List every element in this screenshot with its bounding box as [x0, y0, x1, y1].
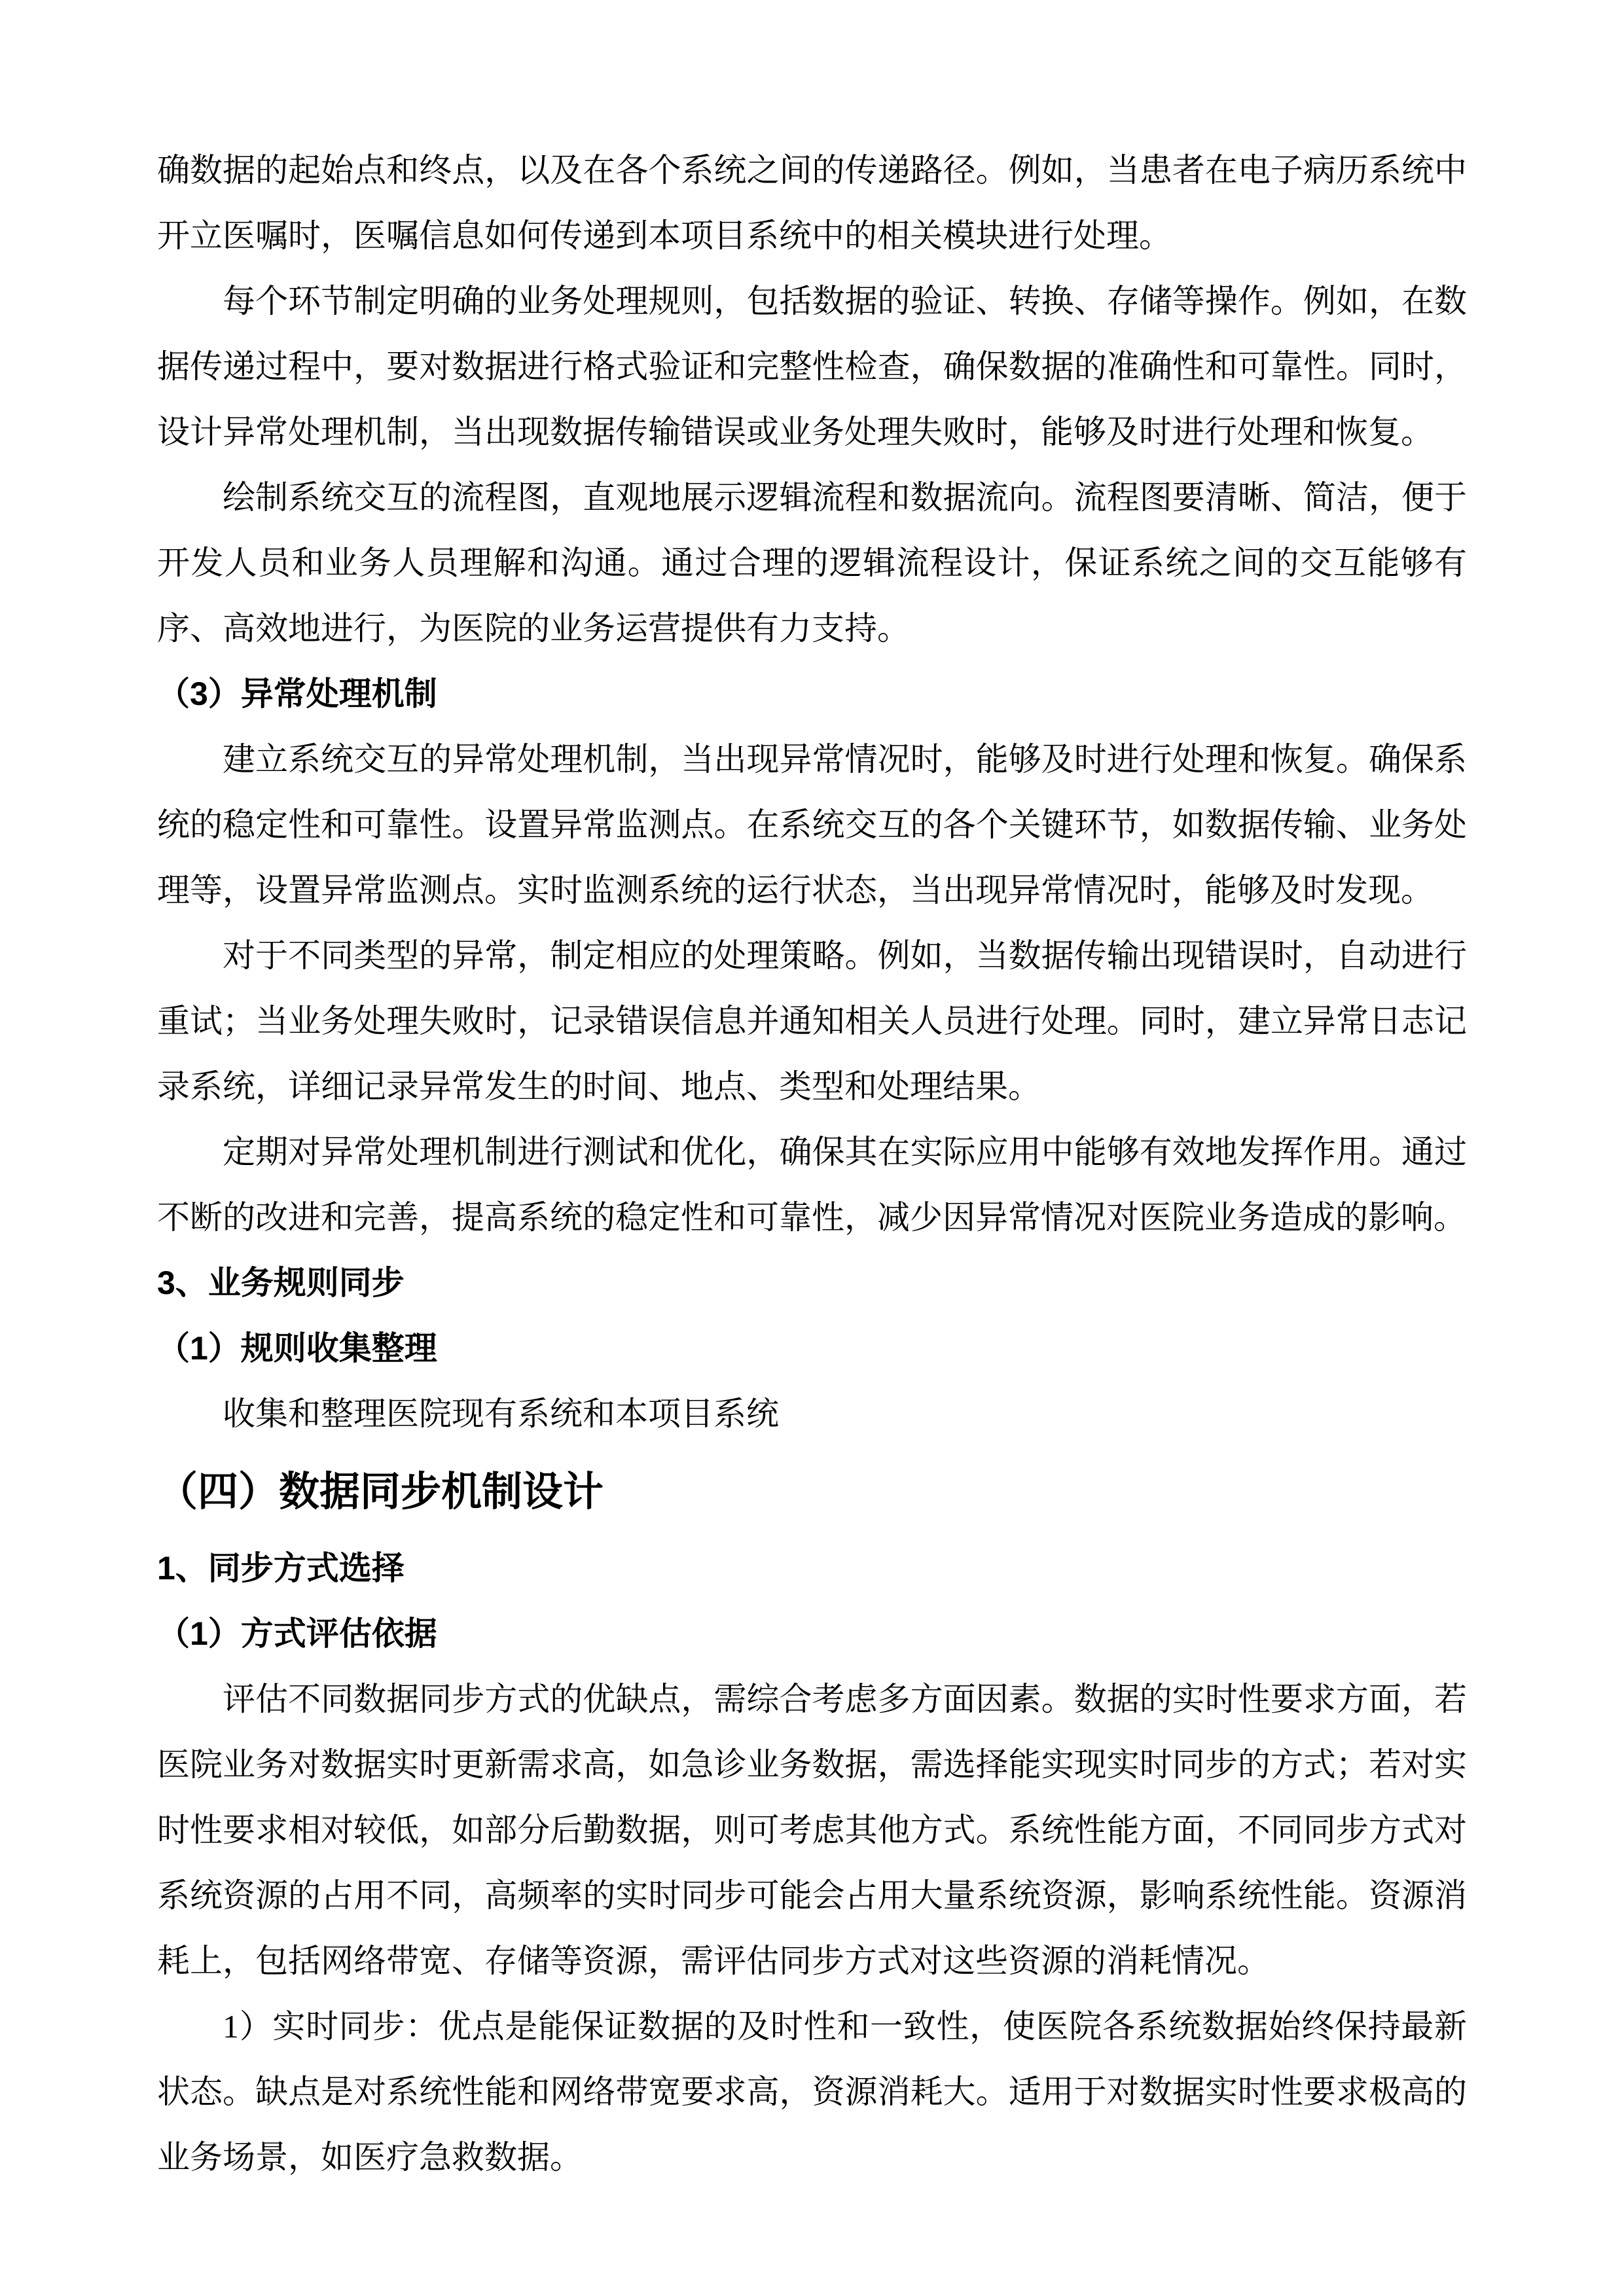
- paragraph: 每个环节制定明确的业务处理规则，包括数据的验证、转换、存储等操作。例如，在数据传递过程中，要对数据进行格式验证和完整性检查，确保数据的准确性和可靠性。同时，设计异常处理机制，当出现数据传输错误或业务处理失败时，能够及时进行处理和恢复。: [157, 283, 1467, 450]
- paragraph: 定期对异常处理机制进行测试和优化，确保其在实际应用中能够有效地发挥作用。通过不断的改进和完善，提高系统的稳定性和可靠性，减少因异常情况对医院业务造成的影响。: [157, 1134, 1467, 1236]
- paragraph: 绘制系统交互的流程图，直观地展示逻辑流程和数据流向。流程图要清晰、简洁，便于开发人员和业务人员理解和沟通。通过合理的逻辑流程设计，保证系统之间的交互能够有序、高效地进行，为医院的业务运营提供有力支持。: [157, 479, 1467, 647]
- paragraph: 确数据的起始点和终点，以及在各个系统之间的传递路径。例如，当患者在电子病历系统中开立医嘱时，医嘱信息如何传递到本项目系统中的相关模块进行处理。: [157, 152, 1467, 254]
- paragraph: 评估不同数据同步方式的优缺点，需综合考虑多方面因素。数据的实时性要求方面，若医院业务对数据实时更新需求高，如急诊业务数据，需选择能实现实时同步的方式；若对实时性要求相对较低，如部分后勤数据，则可考虑其他方式。系统性能方面，不同同步方式对系统资源的占用不同，高频率的实时同步可能会占用大量系统资源，影响系统性能。资源消耗上，包括网络带宽、存储等资源，需评估同步方式对这些资源的消耗情况。: [157, 1681, 1467, 1979]
- heading: （1）方式评估依据: [157, 1615, 437, 1652]
- paragraph: 收集和整理医院现有系统和本项目系统: [223, 1395, 779, 1432]
- heading: （3）异常处理机制: [157, 675, 437, 712]
- heading: 3、业务规则同步: [157, 1265, 405, 1301]
- heading: （1）规则收集整理: [157, 1330, 437, 1367]
- heading: 1、同步方式选择: [157, 1550, 405, 1587]
- heading: （四）数据同步机制设计: [157, 1469, 604, 1515]
- paragraph: 建立系统交互的异常处理机制，当出现异常情况时，能够及时进行处理和恢复。确保系统的稳定性和可靠性。设置异常监测点。在系统交互的各个关键环节，如数据传输、业务处理等，设置异常监测点。实时监测系统的运行状态，当出现异常情况时，能够及时发现。: [157, 741, 1467, 908]
- paragraph: 对于不同类型的异常，制定相应的处理策略。例如，当数据传输出现错误时，自动进行重试；当业务处理失败时，记录错误信息并通知相关人员进行处理。同时，建立异常日志记录系统，详细记录异常发生的时间、地点、类型和处理结果。: [157, 937, 1467, 1105]
- paragraph: 1）实时同步：优点是能保证数据的及时性和一致性，使医院各系统数据始终保持最新状态。缺点是对系统性能和网络带宽要求高，资源消耗大。适用于对数据实时性要求极高的业务场景，如医疗急救数据。: [157, 2008, 1467, 2176]
